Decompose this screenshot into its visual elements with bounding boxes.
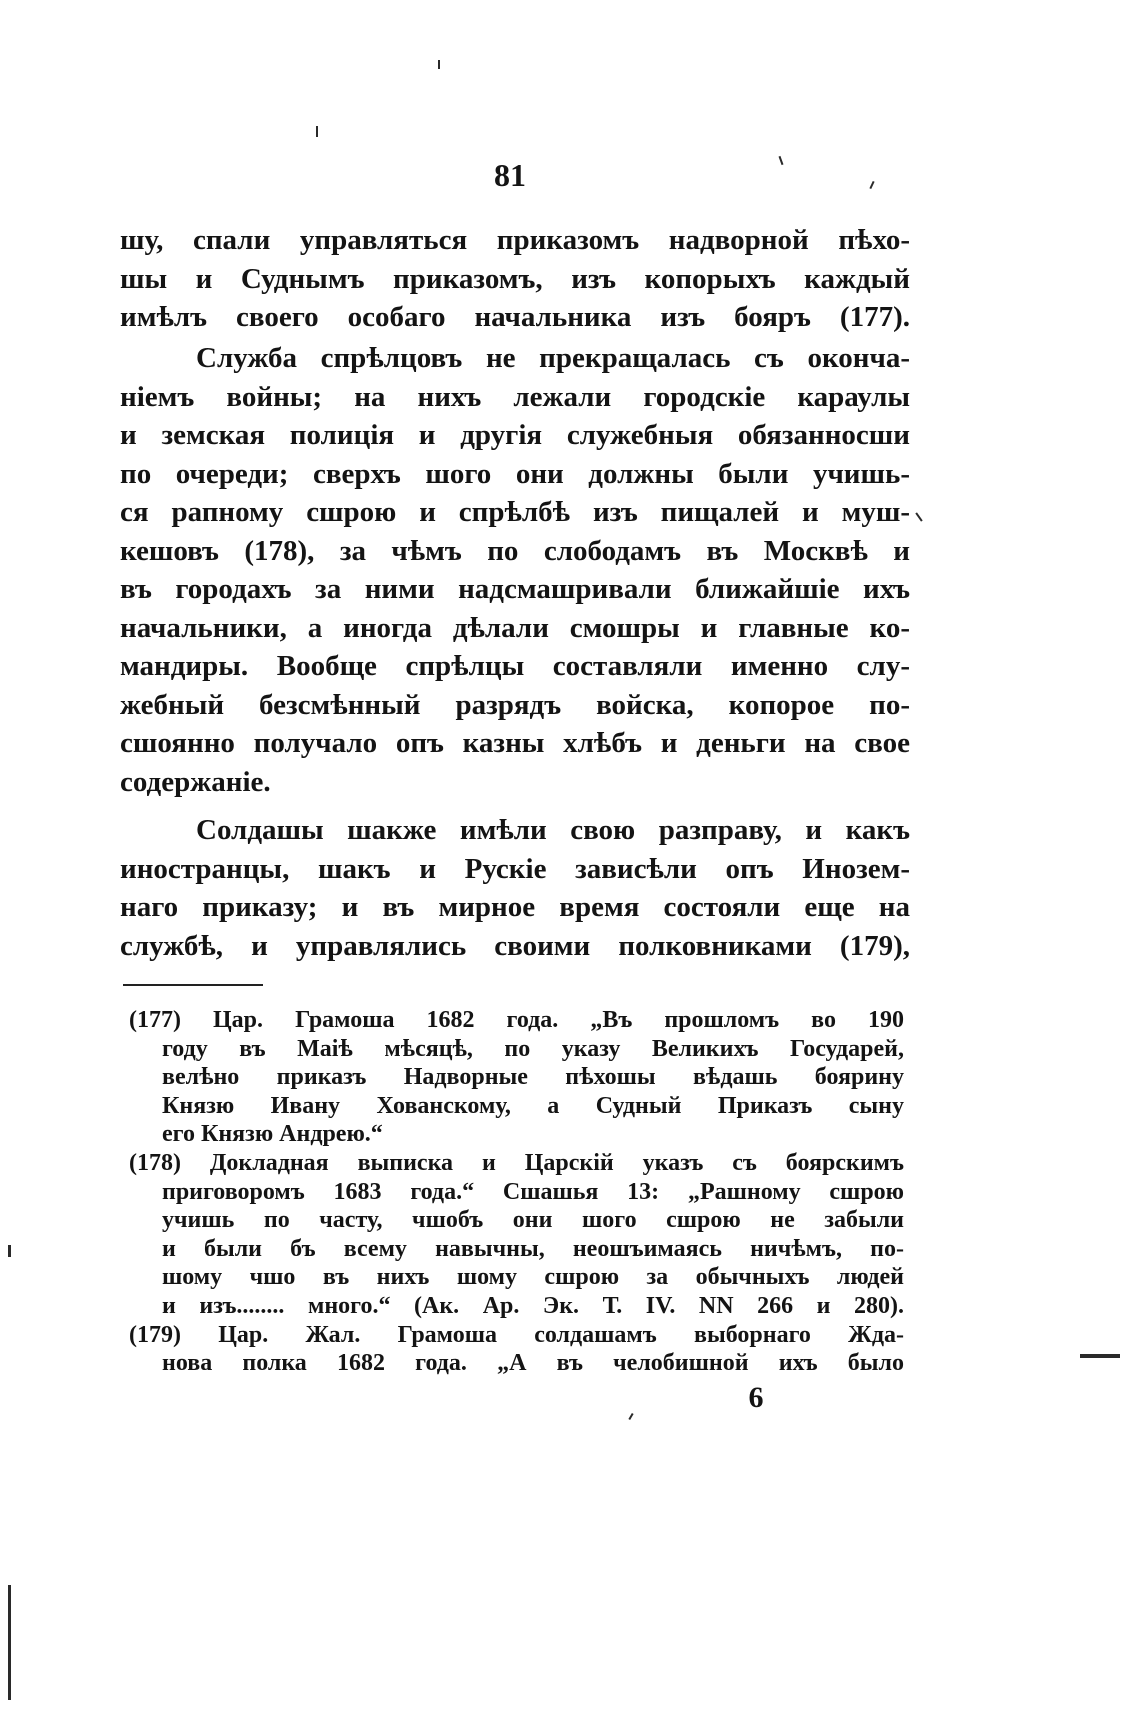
text-line: и земская полиція и другія служебныя обязанносши [120, 419, 910, 451]
footnote-line: Князю Ивану Хованскому, а Судный Приказъ сыну [162, 1092, 904, 1119]
text-line: кешовъ (178), за чѣмъ по слободамъ въ Москвѣ и [120, 534, 910, 567]
page-number: 81 [494, 157, 526, 193]
text-line: службѣ, и управлялись своими полковниками (179), [120, 929, 910, 962]
text-line: по очереди; сверхъ шого они должны были учишь- [120, 457, 910, 490]
text-line: иностранцы, шакъ и Рускіе зависѣли опъ Инозем- [120, 852, 910, 885]
text-line: сшоянно получало опъ казны хлѣбъ и деньги на свое [120, 727, 910, 759]
text-line: Солдашы шакже имѣли свою разправу, и какъ [196, 814, 910, 846]
scan-speck [316, 126, 318, 137]
footnote-line: и были бъ всему навычны, неошъимаясь ничѣмъ, по- [162, 1235, 904, 1262]
footnote-rule [123, 984, 263, 986]
text-line: ся рапному сшрою и спрѣлбѣ изъ пищалей и муш- [120, 496, 910, 528]
footnote-line: учишь по часту, чшобъ они шого сшрою не забыли [162, 1207, 904, 1234]
footnote-line: его Князю Андрею.“ [162, 1121, 383, 1148]
scan-speck [915, 512, 922, 521]
text-line: начальники, а иногда дѣлали смошры и главные ко- [120, 611, 910, 644]
scan-speck [779, 156, 784, 165]
footnote-line: году въ Маіѣ мѣсяцѣ, по указу Великихъ Государей, [162, 1035, 904, 1062]
footnote-177 [129, 1006, 904, 1149]
footnote-line: (178) Докладная выписка и Царскій указъ съ боярскимъ [129, 1149, 904, 1176]
footnote-line: (179) Цар. Жал. Грамоша солдашамъ выборнаго Жда- [129, 1321, 904, 1348]
scan-speck [628, 1413, 633, 1420]
text-line: мандиры. Вообще спрѣлцы составляли именно слу- [120, 650, 910, 682]
scan-speck [869, 181, 874, 189]
footnote-line: нова полка 1682 года. „А въ челобишной ихъ было [162, 1350, 904, 1377]
text-line: въ городахъ за ними надсмашривали ближайшіе ихъ [120, 573, 910, 605]
paragraph [120, 221, 910, 337]
paragraph [120, 339, 910, 801]
scan-speck [8, 1585, 11, 1700]
text-line: имѣлъ своего особаго начальника изъ бояръ (177). [120, 301, 910, 333]
text-line: наго приказу; и въ мирное время состояли еще на [120, 891, 910, 923]
scan-speck [8, 1245, 11, 1257]
footnote-line: шому чшо въ нихъ шому сшрою за обычныхъ людей [162, 1264, 904, 1291]
footnote-179 [129, 1321, 904, 1378]
signature-mark: 6 [748, 1381, 764, 1414]
text-line: Служба спрѣлцовъ не прекращалась съ оконча- [196, 342, 910, 374]
text-line: шы и Суднымъ приказомъ, изъ копорыхъ каждый [120, 262, 910, 295]
text-line: жебный безсмѣнный разрядъ войска, копорое по- [120, 688, 910, 721]
scan-speck [438, 60, 440, 69]
text-line: ніемъ войны; на нихъ лежали городскіе караулы [120, 380, 910, 413]
footnote-line: и изъ........ много.“ (Ак. Ар. Эк. Т. IV. NN 266 и 280). [162, 1292, 904, 1319]
text-line: содержаніе. [120, 765, 271, 798]
footnotes [129, 1006, 904, 1378]
text-line: шу, спали управляться приказомъ надворной пѣхо- [120, 224, 910, 256]
paragraph [120, 811, 910, 965]
footnote-line: (177) Цар. Грамоша 1682 года. „Въ прошломъ во 190 [129, 1007, 904, 1033]
footnote-line: приговоромъ 1683 года.“ Сшашья 13: „Рашному сшрою [162, 1178, 904, 1205]
scan-speck [1080, 1354, 1120, 1358]
footnote-line: велѣно приказъ Надворные пѣхошы вѣдашь боярину [162, 1064, 904, 1091]
footnote-178 [129, 1149, 904, 1321]
